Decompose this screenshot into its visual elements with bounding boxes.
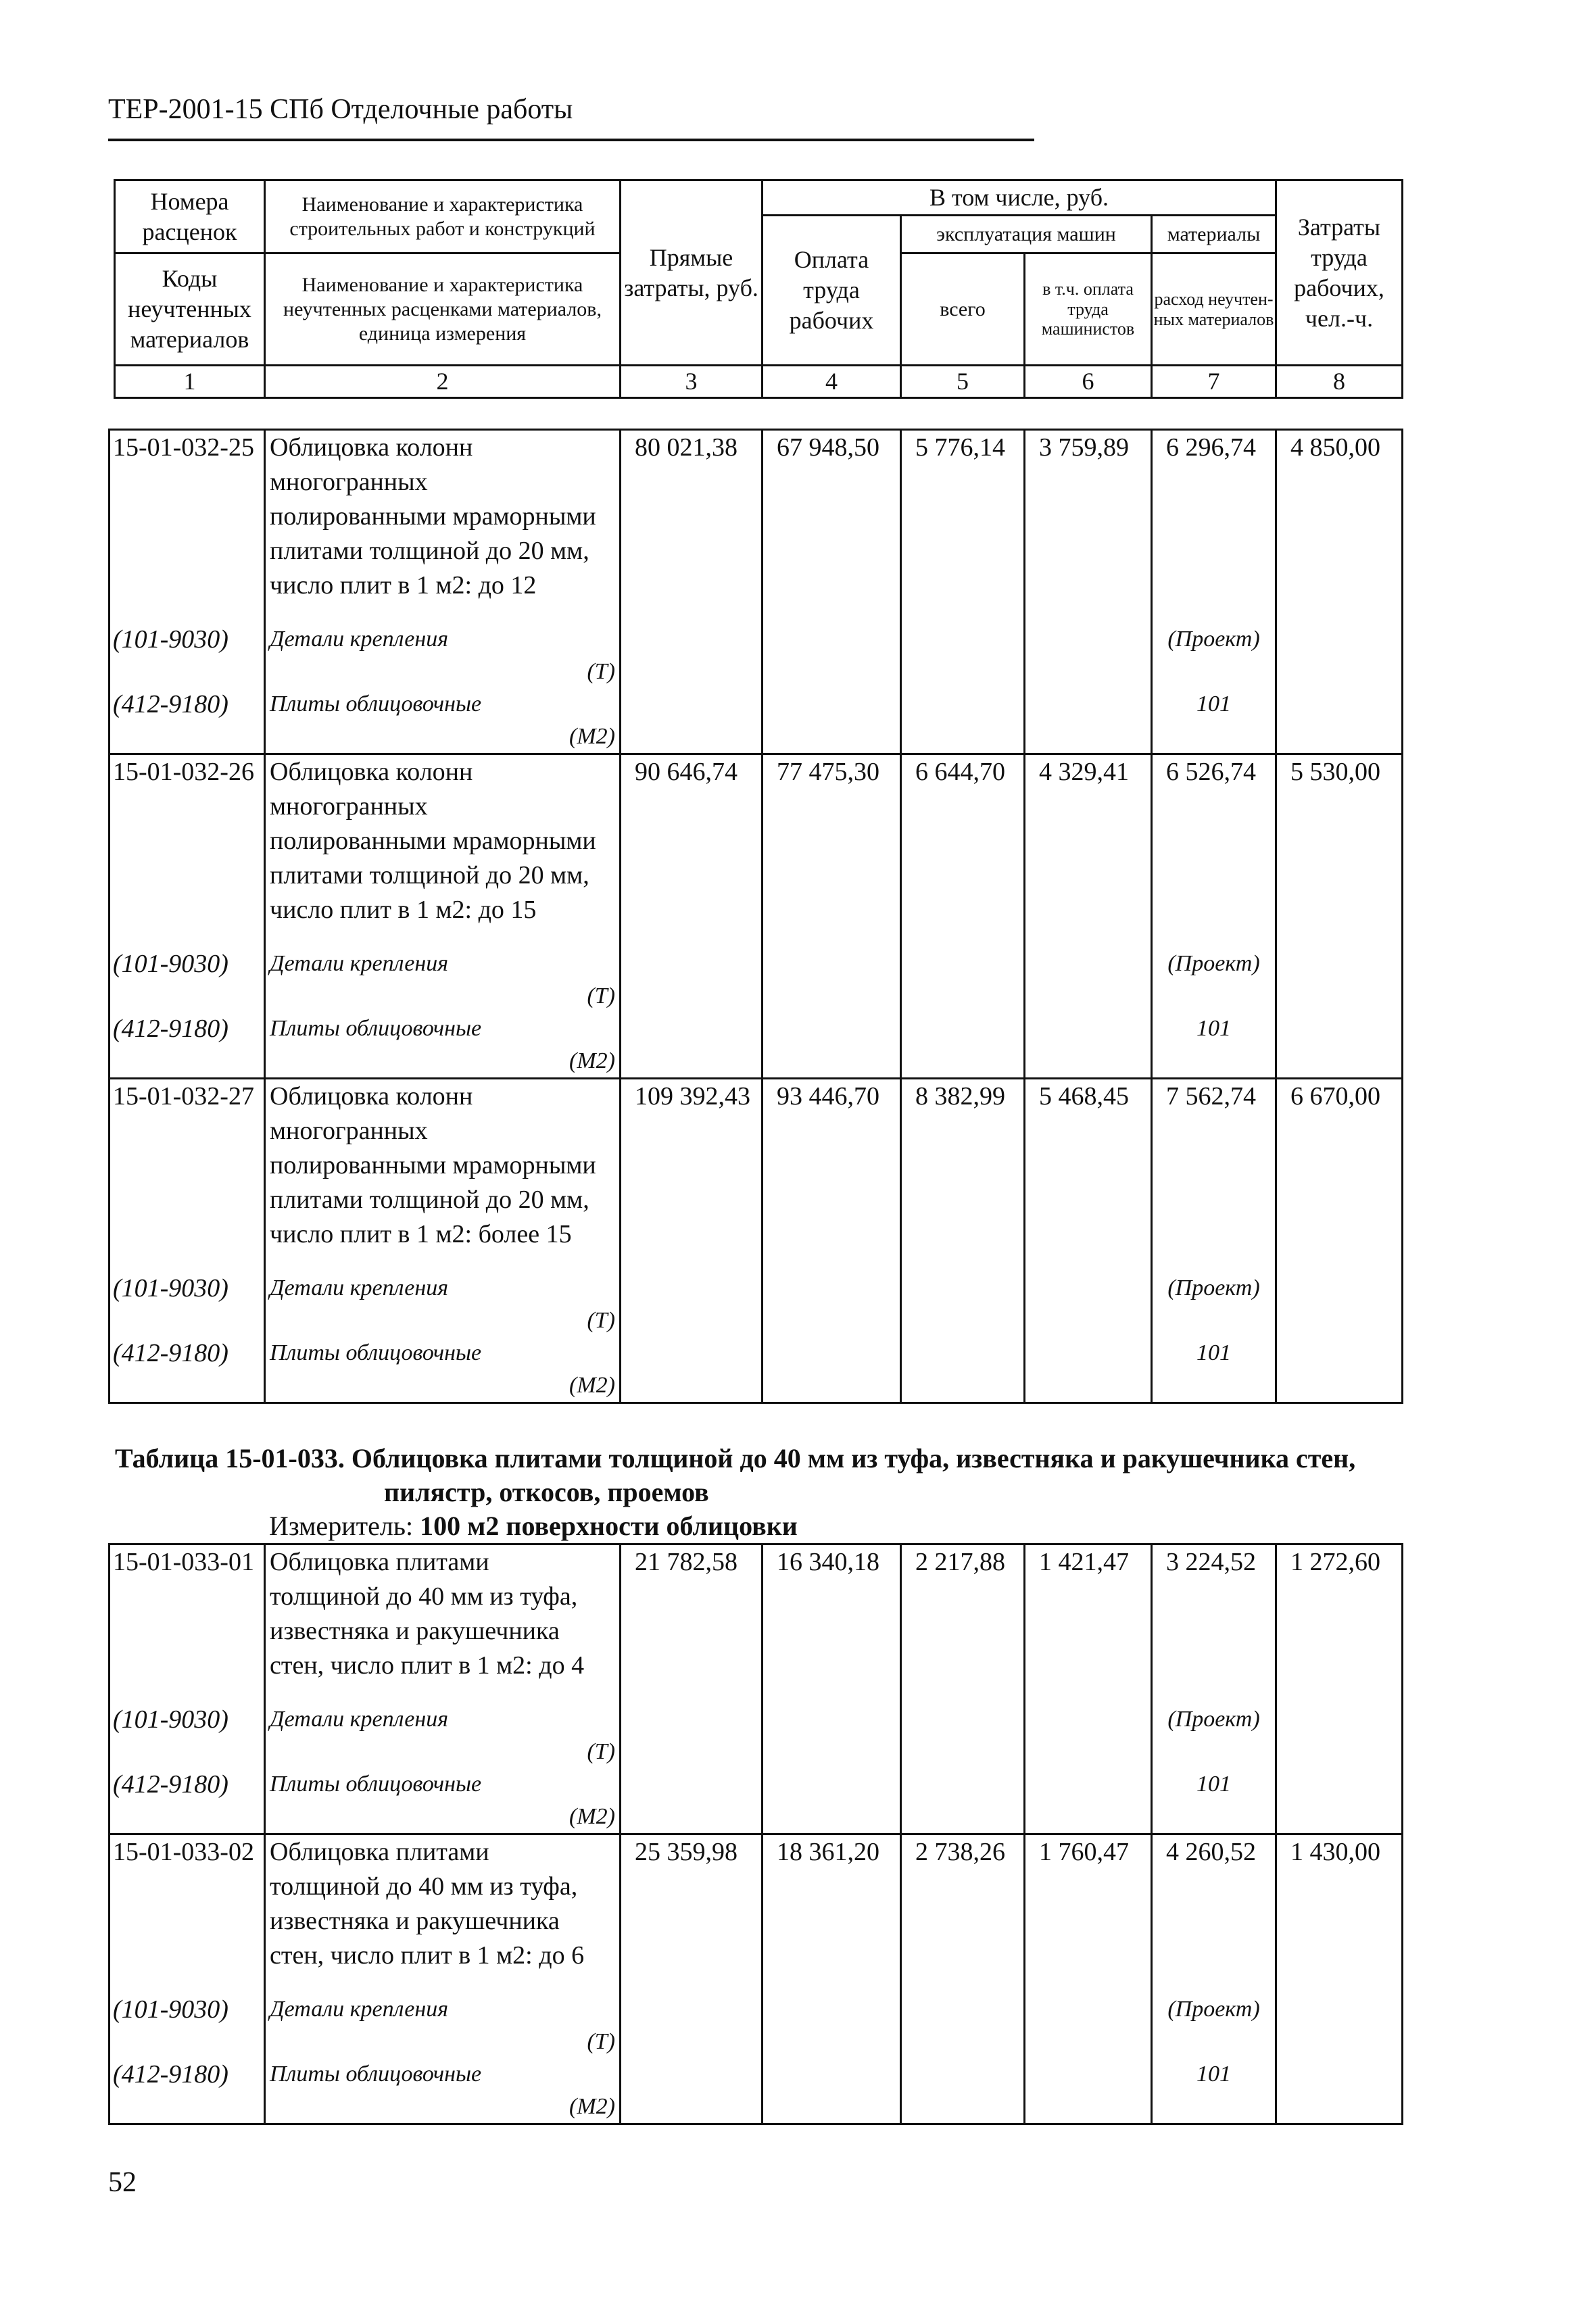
empty-cell: [621, 1272, 763, 1337]
rate-code: 15-01-033-01: [110, 1544, 265, 1684]
rate-spacer: [110, 1973, 1403, 1993]
material-unit: (М2): [569, 1373, 615, 1398]
material-code: (101-9030): [110, 1272, 265, 1337]
material-value: (Проект): [1167, 1707, 1260, 1732]
rate-direct: 109 392,43: [621, 1079, 763, 1252]
material-code: (412-9180): [110, 2058, 265, 2124]
spacer-cell: [1276, 1973, 1403, 1993]
spacer-cell: [621, 603, 763, 623]
empty-cell: [763, 623, 901, 688]
material-name: Детали крепления: [270, 1275, 448, 1300]
rate-name: [265, 1079, 621, 1252]
empty-cell: [1025, 948, 1152, 1013]
empty-cell: [1276, 688, 1403, 754]
spacer-cell: [621, 1683, 763, 1703]
rate-name: [265, 1544, 621, 1684]
material-name-cell: [265, 1993, 621, 2058]
rate-direct: 25 359,98: [621, 1834, 763, 1974]
empty-cell: [621, 1768, 763, 1834]
rate-labor: 16 340,18: [763, 1544, 901, 1684]
rate-name: [265, 430, 621, 604]
document-title: ТЕР-2001-15 СПб Отделочные работы: [108, 94, 573, 125]
rate-materials: 6 296,74: [1152, 430, 1276, 604]
material-value-cell: [1152, 1703, 1276, 1768]
spacer-cell: [621, 1252, 763, 1272]
rate-labor: 18 361,20: [763, 1834, 901, 1974]
material-name-cell: [265, 1703, 621, 1768]
rate-machinists: 1 421,47: [1025, 1544, 1152, 1684]
rate-spacer: [110, 927, 1403, 948]
material-row: [110, 1768, 1403, 1834]
table-caption: [115, 1442, 1399, 1509]
rate-code: 15-01-032-26: [110, 754, 265, 928]
header-number-7: 7: [1152, 366, 1276, 398]
rate-machines: 2 217,88: [901, 1544, 1025, 1684]
header-col3: Прямые затраты, руб.: [621, 180, 763, 366]
material-row: [110, 2058, 1403, 2124]
rate-machinists: 5 468,45: [1025, 1079, 1152, 1252]
spacer-cell: [1276, 927, 1403, 948]
header-materials: материалы: [1152, 216, 1276, 253]
empty-cell: [1276, 1272, 1403, 1337]
rate-name-line: Облицовка плитами: [270, 1548, 489, 1576]
spacer-cell: [1276, 603, 1403, 623]
empty-cell: [1025, 1768, 1152, 1834]
header-col7: расход неучтен- ных материалов: [1152, 253, 1276, 366]
rate-materials: 4 260,52: [1152, 1834, 1276, 1974]
material-row: [110, 948, 1403, 1013]
header-col5: всего: [901, 253, 1025, 366]
material-value-cell: [1152, 1272, 1276, 1337]
material-value-cell: [1152, 623, 1276, 688]
header-number-2: 2: [265, 366, 621, 398]
rate-code: 15-01-032-27: [110, 1079, 265, 1252]
material-name: Детали крепления: [270, 1997, 448, 2022]
empty-cell: [901, 1272, 1025, 1337]
empty-cell: [901, 1337, 1025, 1403]
caption-line-2: пилястр, откосов, проемов: [384, 1477, 709, 1507]
empty-cell: [1025, 1993, 1152, 2058]
material-unit: (Т): [587, 1308, 615, 1333]
rate-labor: 67 948,50: [763, 430, 901, 604]
rate-name-line: многогранных: [270, 468, 428, 496]
spacer-cell: [901, 1252, 1025, 1272]
header-number-1: 1: [115, 366, 265, 398]
empty-cell: [1276, 1703, 1403, 1768]
spacer-cell: [901, 603, 1025, 623]
empty-cell: [901, 1703, 1025, 1768]
empty-cell: [901, 688, 1025, 754]
rate-code: 15-01-032-25: [110, 430, 265, 604]
material-name-cell: [265, 948, 621, 1013]
material-value-cell: [1152, 1013, 1276, 1079]
rate-machines: 2 738,26: [901, 1834, 1025, 1974]
empty-cell: [901, 623, 1025, 688]
material-value-cell: [1152, 1993, 1276, 2058]
empty-cell: [621, 623, 763, 688]
header-number-3: 3: [621, 366, 763, 398]
empty-cell: [901, 948, 1025, 1013]
spacer-cell: [763, 1252, 901, 1272]
rate-name-line: Облицовка колонн: [270, 1082, 473, 1111]
rate-name-line: число плит в 1 м2: до 12: [270, 571, 537, 600]
empty-cell: [763, 688, 901, 754]
rate-direct: 90 646,74: [621, 754, 763, 928]
empty-cell: [1276, 948, 1403, 1013]
rate-materials: 6 526,74: [1152, 754, 1276, 928]
spacer-cell: [1152, 1252, 1276, 1272]
material-name-cell: [265, 623, 621, 688]
rate-machinists: 1 760,47: [1025, 1834, 1152, 1974]
material-value: 101: [1196, 1016, 1231, 1041]
spacer-cell: [1025, 1252, 1152, 1272]
spacer-cell: [265, 927, 621, 948]
rate-name-line: Облицовка колонн: [270, 433, 473, 462]
material-code: (412-9180): [110, 1768, 265, 1834]
material-row: [110, 1993, 1403, 2058]
rate-name-line: полированными мраморными: [270, 1151, 596, 1179]
material-name-cell: [265, 1013, 621, 1079]
spacer-cell: [901, 927, 1025, 948]
spacer-cell: [621, 927, 763, 948]
spacer-cell: [621, 1973, 763, 1993]
material-value-cell: [1152, 688, 1276, 754]
rate-name-line: Облицовка плитами: [270, 1838, 489, 1866]
empty-cell: [763, 948, 901, 1013]
material-name: Плиты облицовочные: [270, 691, 482, 716]
empty-cell: [901, 1768, 1025, 1834]
spacer-cell: [901, 1973, 1025, 1993]
material-name-cell: [265, 688, 621, 754]
material-name: Плиты облицовочные: [270, 1016, 482, 1041]
empty-cell: [763, 1272, 901, 1337]
empty-cell: [763, 1768, 901, 1834]
rate-name-line: известняка и ракушечника: [270, 1907, 560, 1935]
empty-cell: [1025, 1703, 1152, 1768]
empty-cell: [621, 2058, 763, 2124]
empty-cell: [763, 1337, 901, 1403]
empty-cell: [763, 1993, 901, 2058]
rate-machinists: 3 759,89: [1025, 430, 1152, 604]
rate-row: [110, 754, 1403, 928]
spacer-cell: [1152, 1683, 1276, 1703]
material-value-cell: [1152, 948, 1276, 1013]
empty-cell: [901, 1013, 1025, 1079]
measure-line: [269, 1509, 798, 1543]
material-row: [110, 1013, 1403, 1079]
material-value: (Проект): [1167, 1997, 1260, 2022]
material-name: Плиты облицовочные: [270, 2062, 482, 2087]
header-col8: Затраты труда рабочих, чел.-ч.: [1276, 180, 1403, 366]
measure-label: Измеритель:: [269, 1511, 420, 1541]
material-value: (Проект): [1167, 951, 1260, 976]
rate-name: [265, 1834, 621, 1974]
material-unit: (Т): [587, 659, 615, 684]
empty-cell: [1025, 1337, 1152, 1403]
empty-cell: [1276, 1768, 1403, 1834]
rate-name-line: многогранных: [270, 1117, 428, 1145]
header-col4: Оплата труда рабочих: [763, 216, 901, 366]
material-value-cell: [1152, 2058, 1276, 2124]
material-value: 101: [1196, 1340, 1231, 1365]
material-code: (101-9030): [110, 948, 265, 1013]
spacer-cell: [1276, 1252, 1403, 1272]
material-value: (Проект): [1167, 627, 1260, 652]
material-unit: (Т): [587, 2029, 615, 2054]
material-row: [110, 1272, 1403, 1337]
material-value: 101: [1196, 1772, 1231, 1797]
spacer-cell: [1152, 603, 1276, 623]
material-value: 101: [1196, 2062, 1231, 2087]
title-divider: [108, 139, 1034, 141]
material-name: Детали крепления: [270, 1707, 448, 1732]
spacer-cell: [1025, 927, 1152, 948]
rate-hours: 5 530,00: [1276, 754, 1403, 928]
spacer-cell: [763, 1973, 901, 1993]
rate-name-line: число плит в 1 м2: более 15: [270, 1220, 572, 1248]
empty-cell: [1025, 1013, 1152, 1079]
spacer-cell: [763, 927, 901, 948]
spacer-cell: [1025, 1973, 1152, 1993]
rate-name-line: полированными мраморными: [270, 827, 596, 855]
empty-cell: [901, 2058, 1025, 2124]
rate-row: [110, 1544, 1403, 1684]
material-code: (412-9180): [110, 1337, 265, 1403]
spacer-cell: [265, 1973, 621, 1993]
material-unit: (М2): [569, 724, 615, 749]
measure-value: 100 м2 поверхности облицовки: [420, 1511, 798, 1541]
empty-cell: [1276, 1337, 1403, 1403]
material-name: Детали крепления: [270, 627, 448, 652]
caption-line-1: Таблица 15-01-033. Облицовка плитами толщиной до 40 мм из туфа, известняка и ракушечника стен,: [115, 1443, 1356, 1473]
material-row: [110, 1703, 1403, 1768]
rate-machines: 8 382,99: [901, 1079, 1025, 1252]
spacer-cell: [1276, 1683, 1403, 1703]
empty-cell: [1276, 2058, 1403, 2124]
material-value: (Проект): [1167, 1275, 1260, 1300]
header-number-6: 6: [1025, 366, 1152, 398]
material-name-cell: [265, 1272, 621, 1337]
material-unit: (М2): [569, 1048, 615, 1073]
spacer-cell: [110, 1252, 265, 1272]
material-code: (412-9180): [110, 1013, 265, 1079]
empty-cell: [1025, 1272, 1152, 1337]
rate-name-line: толщиной до 40 мм из туфа,: [270, 1872, 578, 1901]
spacer-cell: [763, 1683, 901, 1703]
empty-cell: [1025, 2058, 1152, 2124]
spacer-cell: [901, 1683, 1025, 1703]
rate-name-line: толщиной до 40 мм из туфа,: [270, 1582, 578, 1611]
spacer-cell: [1152, 1973, 1276, 1993]
material-row: [110, 1337, 1403, 1403]
spacer-cell: [1025, 603, 1152, 623]
rate-row: [110, 1834, 1403, 1974]
rate-machines: 5 776,14: [901, 430, 1025, 604]
rate-direct: 80 021,38: [621, 430, 763, 604]
rate-name-line: стен, число плит в 1 м2: до 4: [270, 1651, 585, 1680]
header-group: В том числе, руб.: [763, 180, 1276, 216]
rates-table-032: [108, 429, 1403, 1404]
empty-cell: [621, 1993, 763, 2058]
rate-name-line: известняка и ракушечника: [270, 1617, 560, 1645]
empty-cell: [763, 1013, 901, 1079]
header-col1-bottom: Коды неучтенных материалов: [115, 253, 265, 366]
header-col2-bottom: Наименование и характеристика неучтенных расценками материалов, единица измерения: [265, 253, 621, 366]
empty-cell: [621, 1013, 763, 1079]
header-machines: эксплуатация машин: [901, 216, 1152, 253]
material-code: (101-9030): [110, 1993, 265, 2058]
header-col2-top: Наименование и характеристика строительных работ и конструкций: [265, 180, 621, 253]
material-value: 101: [1196, 691, 1231, 716]
empty-cell: [621, 1703, 763, 1768]
rate-name-line: число плит в 1 м2: до 15: [270, 896, 537, 924]
material-row: [110, 623, 1403, 688]
material-unit: (М2): [569, 2094, 615, 2119]
material-name-cell: [265, 1768, 621, 1834]
rate-name-line: многогранных: [270, 792, 428, 821]
spacer-cell: [110, 1683, 265, 1703]
rate-name-line: стен, число плит в 1 м2: до 6: [270, 1941, 585, 1970]
empty-cell: [621, 1337, 763, 1403]
rate-labor: 93 446,70: [763, 1079, 901, 1252]
rate-name: [265, 754, 621, 928]
material-unit: (М2): [569, 1804, 615, 1829]
rate-machinists: 4 329,41: [1025, 754, 1152, 928]
rate-name-line: плитами толщиной до 20 мм,: [270, 537, 589, 565]
rate-row: [110, 1079, 1403, 1252]
material-name-cell: [265, 2058, 621, 2124]
rates-table-033: [108, 1543, 1403, 2125]
empty-cell: [621, 688, 763, 754]
rate-machines: 6 644,70: [901, 754, 1025, 928]
empty-cell: [763, 1703, 901, 1768]
rate-direct: 21 782,58: [621, 1544, 763, 1684]
empty-cell: [763, 2058, 901, 2124]
empty-cell: [621, 948, 763, 1013]
spacer-cell: [265, 603, 621, 623]
rate-labor: 77 475,30: [763, 754, 901, 928]
material-name: Детали крепления: [270, 951, 448, 976]
material-name: Плиты облицовочные: [270, 1772, 482, 1797]
rate-spacer: [110, 1683, 1403, 1703]
rate-row: [110, 430, 1403, 604]
spacer-cell: [265, 1683, 621, 1703]
spacer-cell: [110, 927, 265, 948]
rate-hours: 6 670,00: [1276, 1079, 1403, 1252]
rate-name-line: полированными мраморными: [270, 502, 596, 531]
rate-hours: 1 272,60: [1276, 1544, 1403, 1684]
rate-name-line: Облицовка колонн: [270, 758, 473, 786]
material-code: (412-9180): [110, 688, 265, 754]
header-number-5: 5: [901, 366, 1025, 398]
rate-spacer: [110, 1252, 1403, 1272]
empty-cell: [1276, 1013, 1403, 1079]
material-value-cell: [1152, 1337, 1276, 1403]
empty-cell: [1276, 1993, 1403, 2058]
header-table: [114, 179, 1403, 399]
material-code: (101-9030): [110, 1703, 265, 1768]
spacer-cell: [763, 603, 901, 623]
rate-hours: 1 430,00: [1276, 1834, 1403, 1974]
material-row: [110, 688, 1403, 754]
material-value-cell: [1152, 1768, 1276, 1834]
header-number-4: 4: [763, 366, 901, 398]
header-col6: в т.ч. оплата труда машинистов: [1025, 253, 1152, 366]
material-unit: (Т): [587, 983, 615, 1008]
rate-materials: 3 224,52: [1152, 1544, 1276, 1684]
rate-code: 15-01-033-02: [110, 1834, 265, 1974]
empty-cell: [901, 1993, 1025, 2058]
spacer-cell: [1152, 927, 1276, 948]
header-number-8: 8: [1276, 366, 1403, 398]
spacer-cell: [110, 1973, 265, 1993]
rate-hours: 4 850,00: [1276, 430, 1403, 604]
spacer-cell: [1025, 1683, 1152, 1703]
material-code: (101-9030): [110, 623, 265, 688]
empty-cell: [1025, 623, 1152, 688]
material-unit: (Т): [587, 1739, 615, 1764]
material-name-cell: [265, 1337, 621, 1403]
empty-cell: [1276, 623, 1403, 688]
spacer-cell: [110, 603, 265, 623]
spacer-cell: [265, 1252, 621, 1272]
material-name: Плиты облицовочные: [270, 1340, 482, 1365]
header-col1-top: Номера расценок: [115, 180, 265, 253]
page-number: 52: [108, 2167, 137, 2198]
rate-spacer: [110, 603, 1403, 623]
rate-name-line: плитами толщиной до 20 мм,: [270, 861, 589, 890]
empty-cell: [1025, 688, 1152, 754]
rate-name-line: плитами толщиной до 20 мм,: [270, 1186, 589, 1214]
rate-materials: 7 562,74: [1152, 1079, 1276, 1252]
